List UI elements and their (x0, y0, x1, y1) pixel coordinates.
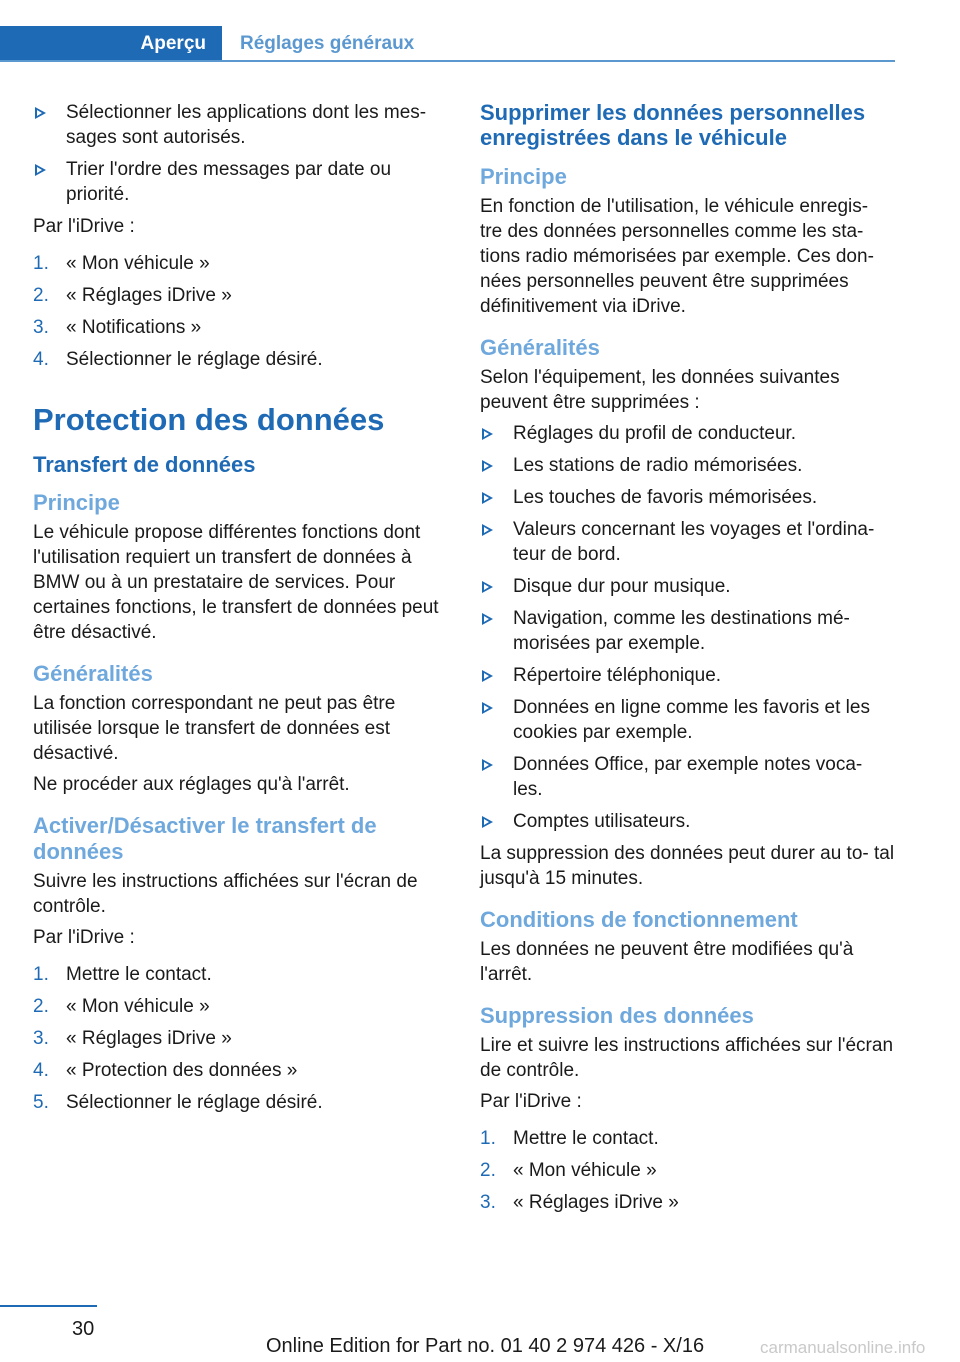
list-item: 3. « Réglages iDrive » (33, 1028, 232, 1049)
section-heading: Protection des données (33, 402, 385, 437)
page-number: 30 (72, 1318, 95, 1340)
paragraph: En fonction de l'utilisation, le véhicule enregis‐ tre des données personnelles comme les sta‐ tions radio mémorisées par exemple. Ces don‐ nées personnelles peuvent être supprimées définitivement via iDrive. (480, 196, 874, 317)
subheading: Conditions de fonctionnement (480, 907, 798, 932)
numbered-list (480, 1126, 895, 1215)
paragraph: Par l'iDrive : (33, 927, 135, 948)
triangle-bullet-icon (482, 816, 493, 828)
numbered-list (33, 251, 448, 372)
triangle-bullet-icon (35, 107, 46, 119)
paragraph: Selon l'équipement, les données suivantes peuvent être supprimées : (480, 367, 840, 413)
list-item: Sélectionner les applications dont les mes‐ sages sont autorisés. (33, 100, 448, 150)
subheading: Généralités (33, 661, 153, 686)
list-item: Disque dur pour musique. (480, 574, 895, 599)
subheading: Principe (480, 164, 567, 189)
list-item: Réglages du profil de conducteur. (480, 421, 895, 446)
subsection-heading: Supprimer les données personnelles enregistrées dans le véhicule (480, 100, 866, 150)
left-column (33, 100, 448, 1122)
triangle-bullet-icon (482, 492, 493, 504)
subheading: Principe (33, 490, 120, 515)
header-rule (0, 60, 895, 62)
list-item: 3. « Notifications » (33, 317, 202, 338)
triangle-bullet-icon (482, 428, 493, 440)
subheading: Suppression des données (480, 1003, 754, 1028)
tab-reglages-generaux[interactable]: Réglages généraux (240, 33, 415, 54)
tab-apercu[interactable]: Aperçu (0, 26, 222, 62)
paragraph: Ne procéder aux réglages qu'à l'arrêt. (33, 774, 350, 795)
triangle-bullet-icon (482, 670, 493, 682)
list-item: Valeurs concernant les voyages et l'ordina‐ teur de bord. (480, 517, 895, 567)
paragraph: La suppression des données peut durer au to‐ tal jusqu'à 15 minutes. (480, 843, 895, 889)
watermark: carmanualsonline.info (760, 1338, 926, 1357)
list-item: 1. « Mon véhicule » (33, 253, 210, 274)
paragraph: Suivre les instructions affichées sur l'écran de contrôle. (33, 871, 418, 917)
triangle-bullet-icon (482, 613, 493, 625)
paragraph: Lire et suivre les instructions affichées sur l'écran de contrôle. (480, 1035, 894, 1081)
triangle-bullet-icon (482, 460, 493, 472)
list-item: 2. « Mon véhicule » (33, 996, 210, 1017)
list-item: Trier l'ordre des messages par date ou priorité. (33, 157, 448, 207)
list-item: 2. « Réglages iDrive » (33, 285, 232, 306)
list-item: Comptes utilisateurs. (480, 809, 895, 834)
list-item: Répertoire téléphonique. (480, 663, 895, 688)
triangle-bullet-icon (482, 702, 493, 714)
list-item: 4. « Protection des données » (33, 1060, 298, 1081)
subheading: Activer/Désactiver le transfert de données (33, 813, 377, 864)
footer-rule (0, 1305, 97, 1307)
list-item: 2. « Mon véhicule » (480, 1160, 657, 1181)
list-item: 5. Sélectionner le réglage désiré. (33, 1092, 323, 1113)
triangle-bullet-icon (35, 164, 46, 176)
numbered-list (33, 962, 448, 1115)
list-item: Données Office, par exemple notes voca‐ les. (480, 752, 895, 802)
list-item: Les touches de favoris mémorisées. (480, 485, 895, 510)
header-bar (0, 0, 960, 62)
bullet-list (33, 100, 448, 207)
triangle-bullet-icon (482, 759, 493, 771)
subheading: Généralités (480, 335, 600, 360)
paragraph: La fonction correspondant ne peut pas être utilisée lorsque le transfert de données est désactivé. (33, 693, 396, 764)
paragraph: Les données ne peuvent être modifiées qu'à l'arrêt. (480, 939, 854, 985)
list-item: Les stations de radio mémorisées. (480, 453, 895, 478)
paragraph: Par l'iDrive : (480, 1091, 582, 1112)
paragraph: Le véhicule propose différentes fonctions dont l'utilisation requiert un transfert de données à BMW ou à un prestataire de services. Pour certaines fonctions, le transfert de données peut être désactivé. (33, 522, 439, 643)
list-item: Navigation, comme les destinations mé‐ morisées par exemple. (480, 606, 895, 656)
bullet-list (480, 421, 895, 834)
triangle-bullet-icon (482, 524, 493, 536)
edition-note: Online Edition for Part no. 01 40 2 974 426 - X/16 (266, 1335, 705, 1357)
subsection-heading: Transfert de données (33, 452, 256, 477)
right-column (480, 100, 895, 1222)
list-item: 3. « Réglages iDrive » (480, 1192, 679, 1213)
paragraph: Par l'iDrive : (33, 216, 135, 237)
list-item: 1. Mettre le contact. (480, 1128, 659, 1149)
list-item: 1. Mettre le contact. (33, 964, 212, 985)
triangle-bullet-icon (482, 581, 493, 593)
list-item: Données en ligne comme les favoris et les cookies par exemple. (480, 695, 895, 745)
list-item: 4. Sélectionner le réglage désiré. (33, 349, 323, 370)
